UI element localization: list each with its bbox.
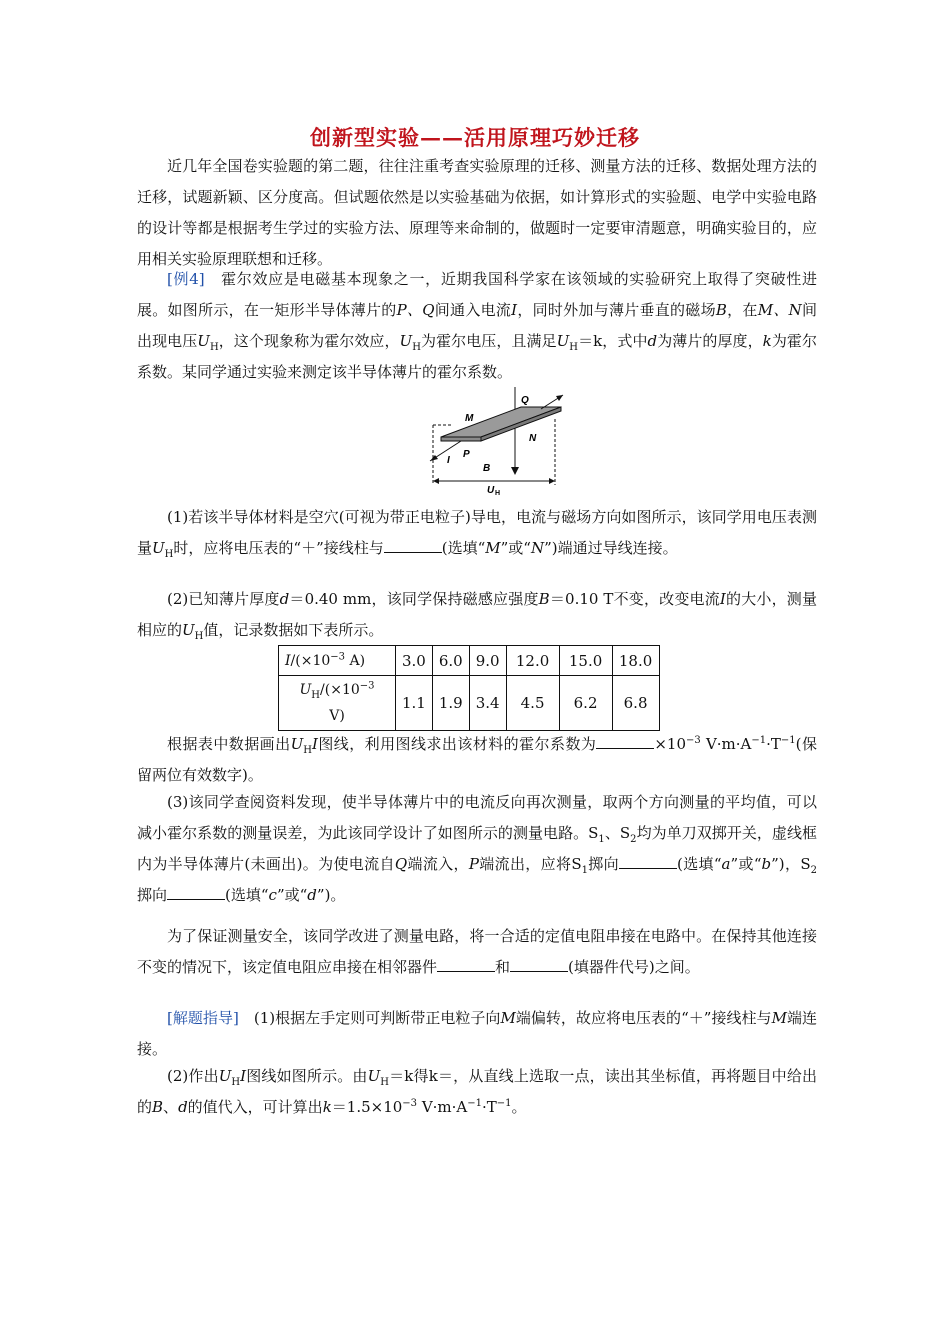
table-cell: 3.4 bbox=[469, 676, 506, 731]
text-span: U bbox=[367, 1067, 381, 1085]
text-span: ，同时外加与薄片垂直的磁场 bbox=[517, 301, 716, 319]
answer-blank[interactable] bbox=[510, 957, 568, 972]
text-span: 、 bbox=[163, 1098, 179, 1116]
text-span: M、N bbox=[757, 301, 802, 319]
table-cell: 1.9 bbox=[432, 676, 469, 731]
text-span: U bbox=[556, 332, 570, 350]
label-uh: U bbox=[487, 485, 495, 496]
text-span: 均为单刀双掷开关，虚线框内为半导体薄片(未画出)。为使电流自 bbox=[137, 824, 817, 873]
voltage-right-arrow-icon bbox=[549, 478, 555, 484]
table-row bbox=[279, 676, 660, 731]
text-span: H bbox=[569, 342, 579, 353]
text-span: −1 bbox=[496, 1098, 512, 1109]
text-span: N bbox=[530, 539, 545, 557]
text-span: 掷向 bbox=[137, 886, 168, 904]
text-span: H bbox=[164, 549, 174, 560]
text-span: a bbox=[721, 855, 731, 873]
text-span: 值，记录数据如下表所示。 bbox=[203, 621, 384, 639]
text-span: 根据表中数据画出 bbox=[167, 735, 291, 753]
text-span: B bbox=[152, 1098, 164, 1116]
table-cell: 3.0 bbox=[396, 646, 433, 676]
text-span: (填器件代号)之间。 bbox=[568, 958, 700, 976]
text-span: ＝k得k＝，从直线上选取一点，读出其坐标值，再将题目中给出的 bbox=[137, 1067, 817, 1116]
text-span: U bbox=[182, 621, 195, 639]
text-span: ·T bbox=[482, 1098, 497, 1116]
text-span: 为了保证测量安全，该同学改进了测量电路，将一合适的定值电阻串接在电路中。在保持其他连接不变的情况下，该定值电阻应串接在相邻器件 bbox=[137, 927, 817, 976]
text-span: M bbox=[485, 539, 501, 557]
text-span: B bbox=[715, 301, 727, 319]
text-span: U bbox=[290, 735, 304, 753]
text-span: 图线如图所示。由 bbox=[246, 1067, 368, 1085]
text-span: U bbox=[197, 332, 210, 350]
guide-tag: [解题指导] bbox=[167, 1009, 239, 1027]
text-span: 图线，利用图线求出该材料的霍尔系数为 bbox=[317, 735, 597, 753]
text-span: −3 bbox=[402, 1098, 418, 1109]
text-span: H bbox=[303, 745, 312, 756]
text-span: 端流入， bbox=[407, 855, 469, 873]
text-span: (选填“ bbox=[677, 855, 722, 873]
text-span: −1 bbox=[780, 735, 796, 746]
text-span: 1 bbox=[581, 865, 588, 876]
text-span: d bbox=[279, 590, 290, 608]
text-span: 的大小，测量相应的 bbox=[137, 590, 817, 639]
text-span: 端流出，应将S bbox=[478, 855, 582, 873]
data-table bbox=[278, 645, 660, 731]
table-cell: 4.5 bbox=[506, 676, 559, 731]
text-span: /(×10 bbox=[320, 682, 360, 698]
text-span: V) bbox=[329, 708, 345, 724]
text-span: U bbox=[152, 539, 165, 557]
table-header-voltage bbox=[279, 676, 396, 731]
label-p: P bbox=[463, 449, 470, 460]
text-span: M bbox=[500, 1009, 516, 1027]
text-span: H bbox=[412, 342, 421, 353]
question-3 bbox=[137, 787, 817, 911]
table-cell: 6.0 bbox=[432, 646, 469, 676]
text-span: 掷向 bbox=[587, 855, 619, 873]
text-span: Q bbox=[394, 855, 408, 873]
text-span: 2 bbox=[630, 834, 637, 845]
text-span: H bbox=[311, 689, 321, 701]
text-span: H bbox=[380, 1077, 389, 1088]
text-span: 1 bbox=[598, 834, 605, 845]
text-span: U bbox=[218, 1067, 232, 1085]
text-span: I bbox=[719, 590, 726, 608]
table-cell: 18.0 bbox=[612, 646, 659, 676]
text-span: V·m·A bbox=[417, 1098, 468, 1116]
label-m: M bbox=[465, 413, 474, 424]
text-span: I bbox=[511, 301, 518, 319]
text-span: H bbox=[231, 1077, 241, 1088]
text-span: U bbox=[399, 332, 413, 350]
intro-paragraph: 近几年全国卷实验题的第二题，往往注重考查实验原理的迁移、测量方法的迁移、数据处理方法的迁移，试题新颖、区分度高。但试题依然是以实验基础为依据，如计算形式的实验题、电学中实验电路的设计等都是根据考生学过的实验方法、原理等来命制的，做题时一定要审清题意，明确实验目的，应用相关实验原理联想和迁移。 bbox=[137, 157, 817, 268]
question-2-continued bbox=[137, 729, 817, 791]
page-title: 创新型实验——活用原理巧妙迁移 bbox=[310, 125, 640, 150]
current-q-arrow-icon bbox=[556, 395, 563, 401]
text-span: c bbox=[268, 886, 277, 904]
text-span: V·m·A bbox=[705, 735, 752, 753]
text-span: 的值代入，可计算出 bbox=[187, 1098, 323, 1116]
text-span: 、S bbox=[604, 824, 631, 842]
text-span: I bbox=[240, 1067, 247, 1085]
text-span: P、Q bbox=[396, 301, 435, 319]
text-span: (选填“ bbox=[225, 886, 269, 904]
voltage-left-arrow-icon bbox=[433, 478, 439, 484]
text-span: (2)作出 bbox=[167, 1067, 219, 1085]
text-span: 间出现电压 bbox=[137, 301, 817, 350]
text-span: 和 bbox=[495, 958, 511, 976]
answer-blank[interactable] bbox=[384, 538, 442, 553]
label-uh-sub: H bbox=[495, 490, 501, 497]
text-span: (选填“ bbox=[441, 539, 486, 557]
text-span: B bbox=[538, 590, 550, 608]
text-span: (1)若该半导体材料是空穴(可视为带正电粒子)导电，电流与磁场方向如图所示，该同学用电压表测量 bbox=[137, 508, 817, 557]
table-cell: 9.0 bbox=[469, 646, 506, 676]
table-cell: 1.1 bbox=[396, 676, 433, 731]
answer-blank[interactable] bbox=[437, 957, 495, 972]
text-span: ”)，S bbox=[771, 855, 811, 873]
text-span: ＝k，式中 bbox=[578, 332, 648, 350]
text-span: ”)。 bbox=[316, 886, 346, 904]
text-span: ”或“ bbox=[730, 855, 762, 873]
text-span: ＝1.5×10 bbox=[331, 1098, 403, 1116]
text-span: I bbox=[285, 652, 291, 669]
guide-paragraph-2 bbox=[137, 1061, 817, 1123]
text-span: 2 bbox=[810, 865, 817, 876]
question-1 bbox=[137, 502, 817, 564]
text-span: −1 bbox=[751, 735, 767, 746]
text-span: 端连接。 bbox=[137, 1009, 817, 1058]
text-span: 。 bbox=[511, 1098, 527, 1116]
text-span: ＝0.40 mm，该同学保持磁感应强度 bbox=[289, 590, 539, 608]
current-arrow-icon bbox=[430, 455, 438, 461]
safety-paragraph bbox=[137, 921, 817, 983]
text-span: −1 bbox=[467, 1098, 482, 1109]
text-span: ×10 bbox=[654, 735, 686, 753]
question-2 bbox=[137, 584, 817, 646]
text-span: P bbox=[468, 855, 479, 873]
text-span: (1)根据左手定则可判断带正电粒子向 bbox=[253, 1009, 501, 1027]
field-arrow-icon bbox=[511, 467, 519, 475]
text-span: d bbox=[647, 332, 658, 350]
text-span: (2)已知薄片厚度 bbox=[167, 590, 280, 608]
text-span: H bbox=[194, 631, 204, 642]
text-span: 霍尔效应是电磁基本现象之一，近期我国科学家在该领域的实验研究上取得了突破性进展。如图所示，在一矩形半导体薄片的 bbox=[137, 270, 817, 319]
text-span: ”或“ bbox=[276, 886, 308, 904]
text-span: H bbox=[209, 342, 219, 353]
text-span: /(×10 bbox=[290, 652, 331, 669]
example-4-paragraph bbox=[137, 264, 817, 388]
text-span: −3 bbox=[330, 650, 346, 662]
label-b: B bbox=[483, 463, 491, 474]
text-span: A) bbox=[345, 652, 366, 669]
text-span: ”)端通过导线连接。 bbox=[544, 539, 678, 557]
table-cell: 6.2 bbox=[559, 676, 612, 731]
hall-effect-figure bbox=[425, 385, 575, 497]
text-span: d bbox=[307, 886, 317, 904]
text-span: I bbox=[311, 735, 318, 753]
table-row bbox=[279, 646, 660, 676]
text-span: (3)该同学查阅资料发现，使半导体薄片中的电流反向再次测量，取两个方向测量的平均值，可以减小霍尔系数的测量误差，为此该同学设计了如图所示的测量电路。S bbox=[137, 793, 817, 842]
table-header-current bbox=[279, 646, 396, 676]
text-span: ”或“ bbox=[500, 539, 531, 557]
label-i: I bbox=[447, 455, 450, 466]
text-span: k bbox=[762, 332, 772, 350]
example-tag: [例4] bbox=[167, 270, 205, 288]
text-span: −3 bbox=[359, 680, 375, 692]
text-span: d bbox=[178, 1098, 188, 1116]
label-n: N bbox=[529, 433, 537, 444]
text-span: ·T bbox=[766, 735, 781, 753]
table-cell: 15.0 bbox=[559, 646, 612, 676]
guide-paragraph bbox=[137, 1003, 817, 1065]
answer-blank[interactable] bbox=[596, 734, 654, 749]
text-span: 间通入电流 bbox=[434, 301, 512, 319]
text-span: ＝0.10 T不变，改变电流 bbox=[549, 590, 720, 608]
answer-blank[interactable] bbox=[167, 885, 225, 900]
text-span: 端偏转，故应将电压表的“＋”接线柱与 bbox=[515, 1009, 772, 1027]
text-span: M bbox=[771, 1009, 787, 1027]
text-span: ，这个现象称为霍尔效应， bbox=[218, 332, 400, 350]
text-span: 为霍尔系数。某同学通过实验来测定该半导体薄片的霍尔系数。 bbox=[137, 332, 817, 381]
text-span: k bbox=[322, 1098, 332, 1116]
text-span: −3 bbox=[685, 735, 701, 746]
answer-blank[interactable] bbox=[619, 854, 677, 869]
table-cell: 6.8 bbox=[612, 676, 659, 731]
text-span: (保留两位有效数字)。 bbox=[137, 735, 817, 784]
text-span: 时，应将电压表的“＋”接线柱与 bbox=[173, 539, 384, 557]
text-span: 为霍尔电压，且满足 bbox=[420, 332, 557, 350]
text-span: ，在 bbox=[726, 301, 758, 319]
text-span: U bbox=[299, 682, 312, 698]
label-q: Q bbox=[521, 395, 529, 406]
text-span: b bbox=[761, 855, 772, 873]
text-span: 为薄片的厚度， bbox=[657, 332, 763, 350]
table-cell: 12.0 bbox=[506, 646, 559, 676]
slab-edge bbox=[441, 437, 481, 441]
